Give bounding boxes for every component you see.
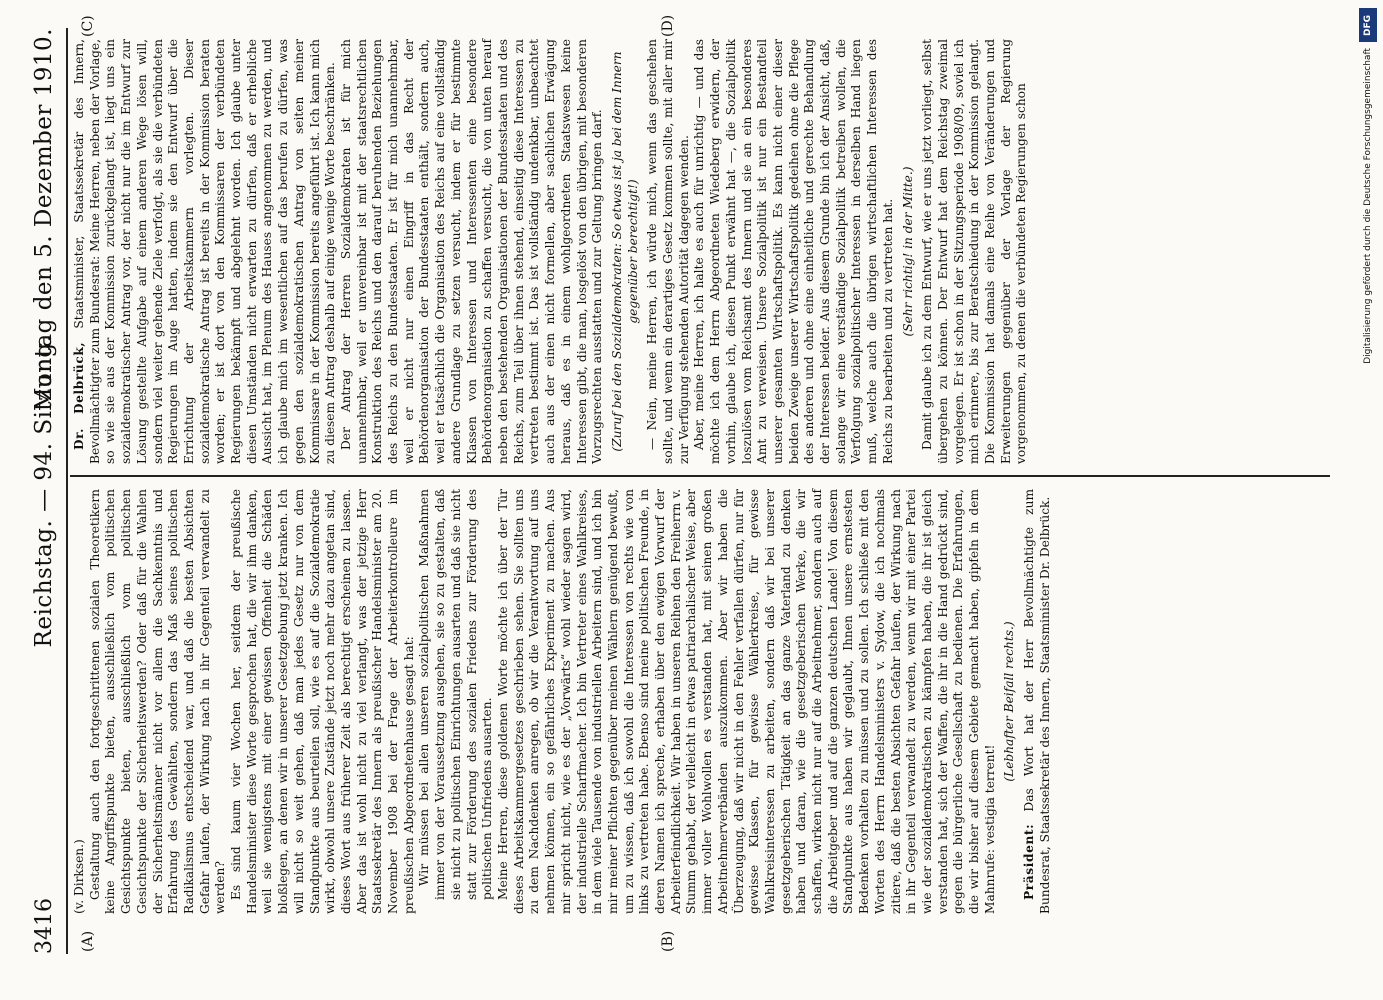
margin-mark-a: (A) <box>80 930 96 952</box>
page-number: 3416 <box>32 898 57 954</box>
left-column <box>72 489 1054 914</box>
speaker-reference: (v. Dirksen.) <box>72 839 86 914</box>
paragraph: Damit glaube ich zu dem Entwurf, wie er uns jetzt vorliegt, selbst übergehen zu können. Der Entwurf hat dem Reichstag zweimal vorgelegen. Er ist schon in der Sitzungsperiode 1908/09, soviel ich mich erinnere, bis zur Beratschiedung in der Kommission gelangt. Die Kommission hat damals eine Reihe von Veränderungen und Erweiterungen gegenüber der Vorlage der Regierung vorgenommen, zu denen die verbündeten Regierungen schon <box>920 39 1029 464</box>
session-title: Reichstag. — 94. Sitzung. <box>31 334 57 648</box>
paragraph: Staatsminister, Staatssekretär des Innern, Bevollmächtigter zum Bundesrat: Meine Herren, neben der Vorlage, so wie sie aus der Kommission zurückgelangt ist, liegt uns ein sozialdemokratischer Antrag vor, der nicht nur die im Entwurf zur Lösung gestellte Aufgabe auf einem anderen Wege lösen will, sondern viel weiter gehende Ziele verfolgt, als sie die verbündeten Regierungen im Auge hatten, indem sie den Entwurf über die Errichtung der Arbeitskammern vorlegten. Dieser sozialdemokratische Antrag ist bereits in der Kommission beraten worden; er ist dort von den Kommissaren der verbündeten Regierungen bekämpft und abgelehnt worden. Ich glaube unter diesen Umständen nicht erwarten zu dürfen, daß er erhebliche Aussicht hat, im Plenum des Hauses angenommen zu werden, und ich glaube mich im wesentlichen auf das berufen zu dürfen, was gegen den sozialdemokratischen Antrag von seiten meiner Kommissare in der Kommission bereits angeführt ist. Ich kann mich zu diesem Antrag deshalb auf einige wenige Worte beschränken. <box>72 39 338 464</box>
margin-mark-c: (C) <box>80 15 96 37</box>
dfg-logo: DFG <box>1359 8 1377 42</box>
session-date: Montag den 5. Dezember 1910. <box>31 28 57 411</box>
paragraph: Aber, meine Herren, ich halte es auch für unrichtig — und das möchte ich dem Herrn Abgeordneten Wiedeberg erwidern, der vorhin, glaube ich, diesen Punkt erwähnt hat —, die Sozialpolitik loszulösen vom Reichsamt des Innern und sie an ein besonderes Amt zu verweisen. Unsere Sozialpolitik ist nur ein Bestandteil unserer gesamten Wirtschaftspolitik. Es kann nicht einer dieser beiden Zweige unserer Wirtschaftspolitik gedeihen ohne die Pflege des anderen und ohne eine einheitliche und gerechte Behandlung der Interessen beider. Aus diesem Grunde bin ich der Ansicht, daß, solange wir eine verständige Sozialpolitik betreiben wollen, die Verfolgung sozialpolitischer Interessen in derselben Hand liegen muß, welche auch die übrigen wirtschaftlichen Interessen des Reichs zu bearbeiten und zu vertreten hat. <box>692 39 895 464</box>
president-label: Präsident: <box>1022 823 1037 900</box>
paragraph: Gestaltung auch den fortgeschrittenen sozialen Theoretikern keine Angriffspunkte bieten, ausschließlich vom politischen Gesichtspunkte bieten, ausschließlich vom politischen Gesichtspunkte der Sicherheitswerden? Oder daß für die Wahlen der Sicherheitsmänner nicht vor allem die Sachkenntnis und Erfahrung des Gewählten, sondern das Maß seines politischen Radikalismus entscheidend war, und daß die besten Absichten Gefahr laufen, der Wirkung nach in ihr Gegenteil verwandelt zu werden? <box>87 489 228 914</box>
dfg-sidebar <box>1357 8 1379 993</box>
rotated-page <box>20 2 1350 992</box>
margin-mark-d: (D) <box>660 14 676 37</box>
dfg-funding-note: Digitalisierung gefördert durch die Deutsche Forschungsgemeinschaft <box>1363 48 1373 364</box>
applause-note: (Lebhafter Beifall rechts.) <box>1002 621 1017 782</box>
margin-mark-b: (B) <box>660 930 676 952</box>
paragraph: Meine Herren, diese goldenen Worte möchte ich über der Tür dieses Arbeitskammergesetzes geschrieben sehen. Sie sollten uns zu dem Nachdenken anregen, ob wir die Verantwortung auf uns nehmen können, ein so gefährliches Experiment zu machen. Aus mir spricht nicht, wie es der „Vorwärts“ wohl wieder sagen wird, der industrielle Scharfmacher. Ich bin Vertreter eines Wahlkreises, in dem viele Tausende von industriellen Arbeitern sind, und ich bin mir meiner Pflichten gegenüber meinen Wählern genügend bewußt, um zu wissen, daß ich sowohl die Interessen von rechts wie von links zu vertreten habe. Ebenso sind meine politischen Freunde, in deren Namen ich spreche, erhaben über den ewigen Vorwurf der Arbeiterfeindlichkeit. Wir haben in unseren Reihen den Freiherrn v. Stumm gehabt, der vielleicht in etwas patriarchalischer Weise, aber immer voller Wohlwollen es verstanden hat, mit seinen großen Arbeitnehmerverbänden auszukommen. Aber wir haben die Überzeugung, daß wir nicht in den Fehler verfallen dürfen, nur für gewisse Klassen, für gewisse Wählerkreise, für gewisse Wahlkreisinteressen zu arbeiten, sondern daß wir bei unserer gesetzgeberischen Tätigkeit an das ganze Vaterland zu denken haben und daran, wie die gesetzgeberischen Werke, die wir schaffen, wirken nicht nur auf die Arbeitnehmer, sondern auch auf die Arbeitgeber und auf die ganzen deutschen Lande! Von diesem Standpunkte aus haben wir geglaubt, Ihnen unsere ernstesten Bedenken vorhalten zu müssen und zu sollen. Ich schließe mit den Worten des Herrn Handelsministers v. Sydow, die ich nochmals zitiere, daß die besten Absichten Gefahr laufen, der Wirkung nach in ihr Gegenteil verwandelt zu werden, wenn wir mit einer Partei wie der sozialdemokratischen zu kämpfen haben, die ihr ist gleich verstanden hat, sich der Waffen, die ihr in die Hand gedrückt sind, gegen die bürgerliche Gesellschaft zu bedienen. Die Erfahrungen, die wir bisher auf diesem Gebiete gemacht haben, gipfeln in dem Mahnrufe: vestigia terrent! <box>495 489 997 914</box>
quotation: Wir müssen bei allen unseren sozialpolitischen Maßnahmen immer von der Voraussetzung ausgehen, sie so zu gestalten, daß sie nicht zu politischen Einrichtungen ausarten und daß sie nicht statt zur Förderung des sozialen Friedens zur Förderung des politischen Unfriedens ausarten. <box>417 489 495 900</box>
column-divider <box>70 475 1330 477</box>
paragraph: Es sind kaum vier Wochen her, seitdem der preußische Handelsminister diese Worte gesprochen hat, die wir ihm danken, weil sie wenigstens mit einer gewissen Offenheit die Schäden bloßlegen, an denen wir in unserer Gesetzgebung jetzt kranken. Ich will nicht so weit gehen, daß man jedes Gesetz nur von dem Standpunkte aus beurteilen soll, wie es auf die Sozialdemokratie wirkt, obwohl unsere Zustände jetzt noch mehr dazu angetan sind, dieses Wort aus früherer Zeit als berechtigt erscheinen zu lassen. Aber das ist wohl nicht zu viel verlangt, was der jetzige Herr Staatssekretär des Innern als preußischer Handelsminister am 20. November 1908 bei der Frage der Arbeiterkontrolleure im preußischen Abgeordnetenhause gesagt hat: <box>229 489 416 914</box>
page-header <box>28 28 68 954</box>
right-column <box>72 39 1030 464</box>
paragraph: — Nein, meine Herren, ich würde mich, wenn das geschehen sollte, und wenn ein derartiges Gesetz kommen sollte, mit aller mir zur Verfügung stehenden Autorität dagegen wenden. <box>645 39 691 464</box>
paragraph: Der Antrag der Herren Sozialdemokraten ist für mich unannehmbar, weil er unvereinbar ist mit der staatsrechtlichen Konstruktion des Reichs und den darauf beruhenden Beziehungen des Reichs zu den Bundesstaaten. Er ist für mich unannehmbar, weil er nicht nur einen Eingriff in das Recht der Behördenorganisation der Bundesstaaten enthält, sondern auch, weil er tatsächlich die Organisation des Reichs auf eine vollständig andere Grundlage zu setzen versucht, indem er für bestimmte Klassen von Interessen und Interessenten eine besondere Behördenorganisation zu schaffen versucht, die von unten herauf neben den bestehenden Organisationen der Bundesstaaten und des Reichs, zum Teil über ihnen stehend, einseitig diese Interessen zu vertreten bestimmt ist. Das ist vollständig undenkbar, unbeachtet auch aus der einen nicht formellen, aber sachlichen Erwägung heraus, daß es in einem wohlgeordneten Staatswesen keine Interessen gibt, die man, losgelöst von den übrigen, mit besonderen Vorzugsrechten ausstatten und zur Geltung bringen darf. <box>338 39 605 464</box>
speaker-name: Dr. Delbrück, <box>72 341 86 450</box>
interjection: (Sehr richtig! in der Mitte.) <box>900 166 915 337</box>
president-text: Das Wort hat der Herr Bevollmächtigte zum Bundesrat, Staatssekretär des Innern, Staatsminister Dr. Delbrück. <box>1022 489 1052 914</box>
interjection: (Zuruf bei den Sozialdemokraten: So etwas ist ja bei dem Innern gegenüber berechtigt!) <box>609 51 640 452</box>
